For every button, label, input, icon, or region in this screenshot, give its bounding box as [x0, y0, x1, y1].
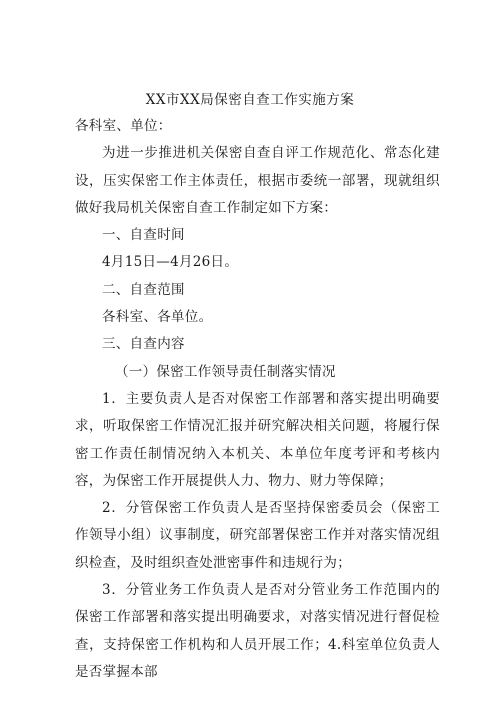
intro-paragraph: 为进一步推进机关保密自查自评工作规范化、常态化建设，压实保密工作主体责任，根据市委统一部署，现就组织做好我局机关保密自查工作制定如下方案： [75, 145, 440, 216]
item-paragraph: 2．分管保密工作负责人是否坚持保密委员会（保密工作领导小组）议事制度，研究部署保密工作并对落实情况组织检查，及时组织查处泄密事件和违规行为； [75, 500, 440, 571]
section-heading-scope: 二、自查范围 [102, 281, 185, 298]
document-body [75, 113, 440, 686]
salutation: 各科室、单位： [75, 118, 172, 134]
time-paragraph: 4月15日—4月26日。 [102, 254, 239, 271]
item-paragraph: 3．分管业务工作负责人是否对分管业务工作范围内的保密工作部署和落实提出明确要求，对落实情况进行督促检查，支持保密工作机构和人员开展工作；4.科室单位负责人是否掌握本部 [75, 582, 440, 680]
subsection-heading: （一）保密工作领导责任制落实情况 [115, 363, 336, 380]
document-title: XX市XX局保密自查工作实施方案 [145, 92, 355, 108]
scope-paragraph: 各科室、各单位。 [102, 309, 213, 326]
item-paragraph: 1．主要负责人是否对保密工作部署和落实提出明确要求，听取保密工作情况汇报并研究解决相关问题，将履行保密工作责任制情况纳入本机关、本单位年度考评和考核内容，为保密工作开展提供人力、物力、财力等保障； [75, 390, 440, 489]
section-heading-content: 三、自查内容 [102, 336, 185, 353]
section-heading-time: 一、自查时间 [102, 227, 185, 244]
